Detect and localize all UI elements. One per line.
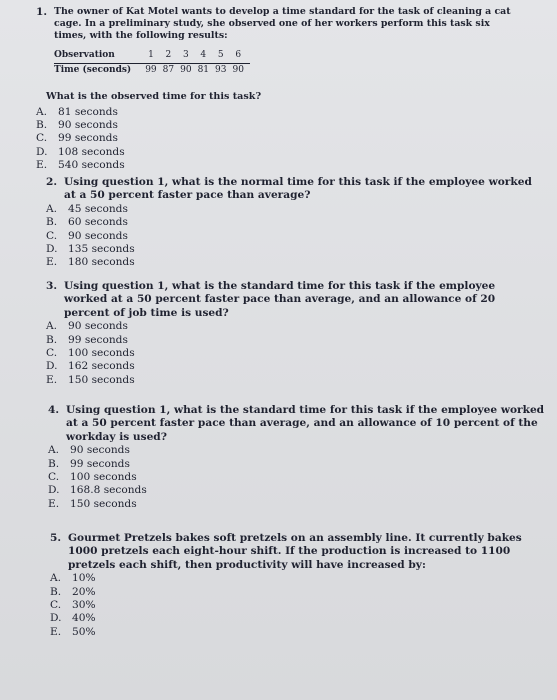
option-d[interactable] [50,612,544,625]
observation-table [54,49,250,77]
option-letter: B. [46,333,58,346]
question-number: 3. [46,280,58,292]
obs-cell: 3 [180,49,197,63]
time-cell: 93 [215,64,227,75]
option-letter: E. [46,373,58,386]
option-b[interactable] [50,586,544,599]
question-text: The owner of Kat Motel wants to develop a time standard for the task of cleaning a cat cage. In a preliminary study, she observed one of her workers perform this task six times, with the following results: [54,6,511,41]
obs-cell: 1 [145,49,162,63]
option-e[interactable] [36,159,516,172]
option-letter: D. [46,243,58,256]
option-letter: D. [50,612,62,625]
time-cell: 81 [197,64,210,75]
option-c[interactable] [46,230,538,243]
option-a[interactable] [36,106,516,119]
option-text: 168.8 seconds [70,484,147,497]
option-letter: E. [50,625,62,638]
option-d[interactable] [36,146,516,159]
option-letter: A. [36,105,48,118]
sub-question: What is the observed time for this task? [46,91,262,103]
option-letter: E. [36,159,48,172]
option-letter: A. [50,572,62,585]
option-text: 99 seconds [68,333,128,346]
option-letter: E. [46,256,58,269]
obs-cell: 2 [163,49,180,63]
obs-cell: 4 [198,49,215,63]
time-cell: 90 [232,64,244,75]
question-1 [36,6,516,173]
observation-label: Observation [54,49,145,63]
question-number: 4. [48,404,60,416]
option-text: 100 seconds [70,471,137,484]
option-e[interactable] [50,626,544,639]
question-5 [50,532,544,639]
option-text: 135 seconds [68,243,135,256]
question-4 [48,404,548,511]
option-letter: E. [48,497,60,510]
option-e[interactable] [46,256,538,269]
option-letter: B. [36,119,48,132]
option-text: 108 seconds [58,145,125,158]
option-text: 150 seconds [68,373,135,386]
option-d[interactable] [46,360,540,373]
option-e[interactable] [46,374,540,387]
time-label: Time (seconds) [54,64,132,75]
option-b[interactable] [36,119,516,132]
time-cell: 99 [145,64,157,75]
option-e[interactable] [48,498,548,511]
question-3 [46,280,540,387]
option-text: 40% [72,612,96,625]
option-letter: D. [48,484,60,497]
option-text: 99 seconds [58,132,118,145]
option-d[interactable] [46,243,538,256]
option-text: 81 seconds [58,105,118,118]
option-letter: D. [46,360,58,373]
option-c[interactable] [46,347,540,360]
option-letter: C. [36,132,48,145]
option-letter: C. [46,229,58,242]
option-text: 150 seconds [70,497,137,510]
question-number: 5. [50,532,62,544]
question-text: Using question 1, what is the standard time for this task if the employee worked at a 50 percent faster pace than average, and an allowance of 10 percent of the workday is used? [66,404,545,443]
question-number: 1. [36,6,48,18]
option-letter: C. [46,347,58,360]
option-letter: D. [36,145,48,158]
question-text: Using question 1, what is the normal time for this task if the employee worked at a 50 percent faster pace than average? [64,176,532,202]
options-list [46,203,538,270]
option-text: 180 seconds [68,256,135,269]
time-cell: 90 [180,64,192,75]
option-letter: A. [48,444,60,457]
option-text: 100 seconds [68,347,135,360]
option-b[interactable] [48,458,548,471]
option-text: 50% [72,625,96,638]
option-c[interactable] [36,132,516,145]
question-text: Gourmet Pretzels bakes soft pretzels on an assembly line. It currently bakes 1000 pretzels each eight-hour shift. If the production is increased to 1100 pretzels each shift, then productivity will have increased by: [68,532,522,571]
option-letter: C. [48,471,60,484]
options-list [46,320,540,387]
option-a[interactable] [50,572,544,585]
option-letter: B. [50,585,62,598]
option-c[interactable] [50,599,544,612]
obs-cell: 5 [215,49,232,63]
option-d[interactable] [48,484,548,497]
options-list [36,106,516,173]
time-cell: 87 [162,64,175,75]
option-text: 90 seconds [68,229,128,242]
option-text: 20% [72,585,96,598]
option-text: 99 seconds [70,457,130,470]
options-list [50,572,544,639]
option-text: 90 seconds [58,119,118,132]
option-letter: C. [50,599,62,612]
option-text: 30% [72,599,96,612]
option-a[interactable] [48,444,548,457]
option-c[interactable] [48,471,548,484]
question-2 [46,176,538,270]
option-letter: B. [48,457,60,470]
obs-cell: 6 [232,49,249,63]
option-letter: B. [46,216,58,229]
option-b[interactable] [46,334,540,347]
option-text: 540 seconds [58,159,125,172]
option-text: 60 seconds [68,216,128,229]
option-a[interactable] [46,320,540,333]
option-a[interactable] [46,203,538,216]
option-text: 90 seconds [70,444,130,457]
option-b[interactable] [46,216,538,229]
option-text: 10% [72,572,96,585]
option-text: 90 seconds [68,320,128,333]
option-text: 162 seconds [68,360,135,373]
option-letter: A. [46,202,58,215]
question-number: 2. [46,176,58,188]
options-list [48,444,548,511]
option-letter: A. [46,320,58,333]
question-text: Using question 1, what is the standard time for this task if the employee worked at a 50 percent faster pace than average, and an allowance of 20 percent of job time is used? [64,280,496,319]
option-text: 45 seconds [68,202,128,215]
